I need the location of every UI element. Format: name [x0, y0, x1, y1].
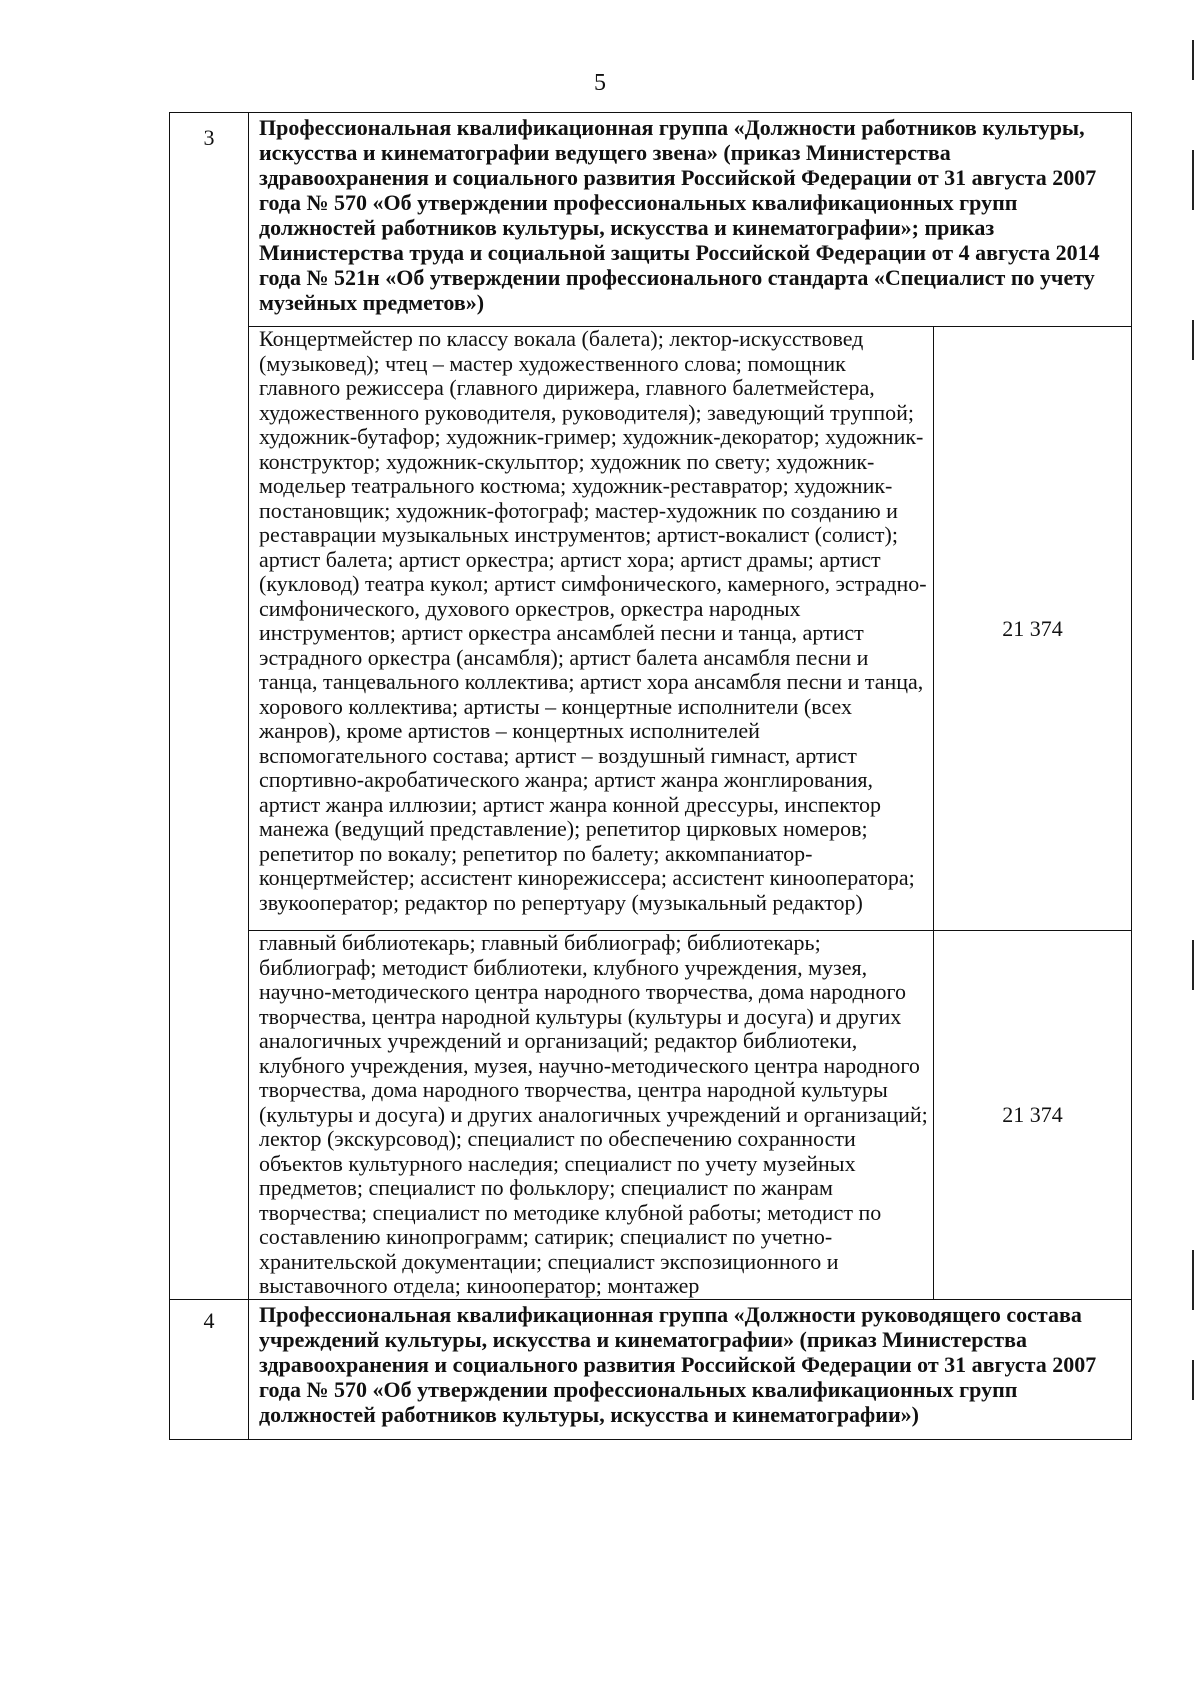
row-number: 3 — [170, 113, 249, 1300]
scan-edge-mark — [1192, 940, 1194, 990]
scan-edge-mark — [1192, 1250, 1194, 1310]
scan-edge-mark — [1192, 320, 1194, 360]
positions-list: Концертмейстер по классу вокала (балета); лектор-искусствовед (музыковед); чтец – мастер художественного слова; помощник главного режиссера (главного дирижера, главного балетмейстера, художественного руководителя, руководителя); заведующий труппой; художник-бутафор; художник-гример; художник-декоратор; художник-конструктор; художник-скульптор; художник по свету; художник-модельер театрального костюма; художник-реставратор; художник-постановщик; художник-фотограф; мастер-художник по созданию и реставрации музыкальных инструментов; артист-вокалист (солист); артист балета; артист оркестра; артист хора; артист драмы; артист (кукловод) театра кукол; артист симфонического, камерного, эстрадно-симфонического, духового оркестров, оркестра народных инструментов; артист оркестра ансамблей песни и танца, артист эстрадного оркестра (ансамбля); артист балета ансамбля песни и танца, танцевального коллектива; артист хора ансамбля песни и танца, хорового коллектива; артисты – концертные исполнители (всех жанров), кроме артистов – концертных исполнителей вспомогательного состава; артист – воздушный гимнаст, артист спортивно-акробатического жанра; артист жанра жонглирования, артист жанра иллюзии; артист жанра конной дрессуры, инспектор манежа (ведущий представление); репетитор цирковых номеров; репетитор по вокалу; репетитор по балету; аккомпаниатор-концертмейстер; ассистент кинорежиссера; ассистент кинооператора; звукооператор; редактор по репертуару (музыкальный редактор) — [249, 327, 934, 931]
positions-list: главный библиотекарь; главный библиограф; библиотекарь; библиограф; методист библиотеки, клубного учреждения, музея, научно-методического центра народного творчества, дома народного творчества, центра народной культуры (культуры и досуга) и других аналогичных учреждений и организаций; редактор библиотеки, клубного учреждения, музея, научно-методического центра народного творчества, дома народного творчества, центра народной культуры (культуры и досуга) и других аналогичных учреждений и организаций; лектор (экскурсовод); специалист по обеспечению сохранности объектов культурного наследия; специалист по учету музейных предметов; специалист по фольклору; специалист по жанрам творчества; специалист по методике клубной работы; методист по составлению кинопрограмм; сатирик; специалист по учетно-хранительской документации; специалист экспозиционного и выставочного отдела; кинооператор; монтажер — [249, 931, 934, 1300]
scan-edge-mark — [1192, 40, 1194, 80]
table-row — [170, 327, 1132, 931]
salary-value: 21 374 — [934, 327, 1132, 931]
page-number: 5 — [594, 70, 606, 96]
qualification-groups-table — [169, 112, 1132, 1440]
table-row — [170, 1299, 1132, 1439]
scan-edge-mark — [1192, 1360, 1194, 1400]
scan-edge-mark — [1192, 150, 1194, 210]
row-number: 4 — [170, 1299, 249, 1439]
table-row — [170, 113, 1132, 327]
group-heading: Профессиональная квалификационная группа «Должности руководящего состава учреждений культуры, искусства и кинематографии» (приказ Министерства здравоохранения и социального развития Российской Федерации от 31 августа 2007 года № 570 «Об утверждении профессиональных квалификационных групп должностей работников культуры, искусства и кинематографии») — [249, 1299, 1132, 1439]
salary-value: 21 374 — [934, 931, 1132, 1300]
group-heading: Профессиональная квалификационная группа «Должности работников культуры, искусства и кинематографии ведущего звена» (приказ Министерства здравоохранения и социального развития Российской Федерации от 31 августа 2007 года № 570 «Об утверждении профессиональных квалификационных групп должностей работников культуры, искусства и кинематографии»; приказ Министерства труда и социальной защиты Российской Федерации от 4 августа 2014 года № 521н «Об утверждении профессионального стандарта «Специалист по учету музейных предметов») — [249, 113, 1132, 327]
table-row — [170, 931, 1132, 1300]
